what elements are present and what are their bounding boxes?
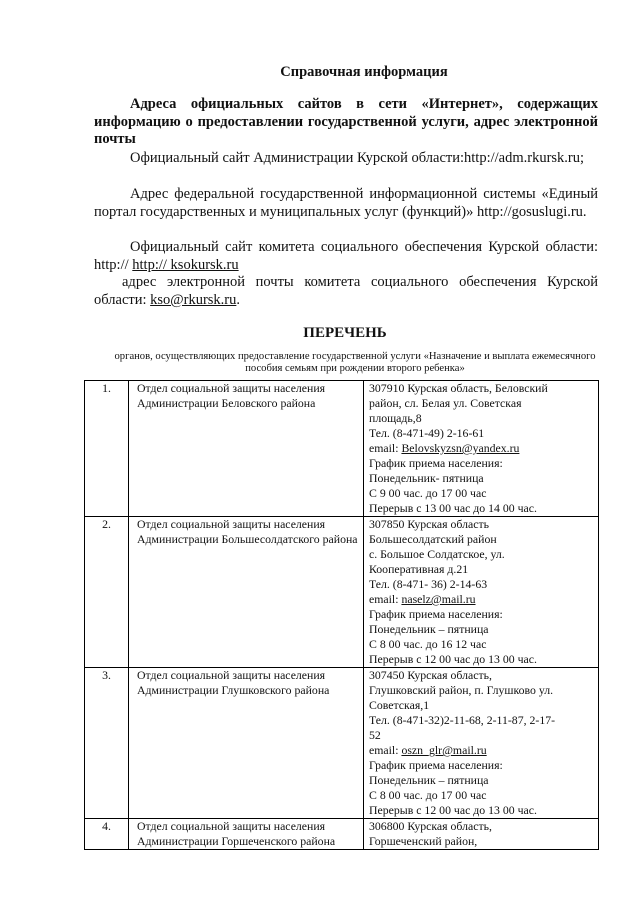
address-line: с. Большое Солдатское, ул. [369,547,505,561]
schedule-line: Перерыв с 12 00 час до 13 00 час. [369,803,537,817]
schedule-line: График приема населения: [369,607,503,621]
row-number: 1. [85,381,129,517]
address-line: Большесолдатский район [369,532,497,546]
email-label: email: [369,743,402,757]
committee-email-text [94,274,598,309]
schedule-line: С 8 00 час. до 17 00 час [369,788,487,802]
schedule-line: Перерыв с 12 00 час до 13 00 час. [369,652,537,666]
schedule-line: Понедельник – пятница [369,773,489,787]
email-line [369,592,595,607]
office-name: Отдел социальной защиты населения Администрации Беловского района [129,381,364,517]
row-number: 3. [85,668,129,819]
federal-system-text: Адрес федеральной государственной информационной системы «Единый портал государственных и муниципальных услуг (функций)» http://gosuslugi.ru. [94,186,598,220]
address-line: 306800 Курская область, [369,819,492,833]
email-label: email: [369,592,402,606]
sites-header: Адреса официальных сайтов в сети «Интернет», содержащих информацию о предоставлении государственной услуги, адрес электронной почты [94,96,598,147]
address-line: район, сл. Белая ул. Советская [369,396,522,410]
address-line: Глушковский район, п. Глушково ул. [369,683,554,697]
schedule-line: Перерыв с 13 00 час до 14 00 час. [369,501,537,515]
schedule-line: Понедельник- пятница [369,471,484,485]
schedule-line: Понедельник – пятница [369,622,489,636]
address-line: 307910 Курская область, Беловский [369,381,548,395]
offices-table [84,380,599,850]
email-link[interactable]: oszn_glr@mail.ru [401,743,487,757]
committee-site-text [94,239,598,274]
table-row [85,668,599,819]
email-line [369,441,595,456]
address-line: площадь,8 [369,411,422,425]
email-line [369,743,595,758]
admin-site-text: Официальный сайт Администрации Курской области:http://adm.rkursk.ru; [130,150,585,166]
row-number: 4. [85,819,129,850]
table-row [85,819,599,850]
list-heading: ПЕРЕЧЕНЬ [303,325,387,341]
office-contacts [364,517,599,668]
committee-email-suffix: . [236,291,240,308]
list-subheading: органов, осуществляющих предоставление государственной услуги «Назначение и выплата ежемесячного пособия семьям при рождении второго ребенка» [114,351,596,374]
committee-site-prefix: Официальный сайт комитета социального обеспечения Курской области: http:// [94,239,598,273]
email-link[interactable]: naselz@mail.ru [401,592,476,606]
committee-site-link[interactable]: http:// ksokursk.ru [132,256,239,273]
office-name: Отдел социальной защиты населения Администрации Глушковского района [129,668,364,819]
schedule-line: График приема населения: [369,758,503,772]
address-line: Тел. (8-471-49) 2-16-61 [369,426,485,440]
schedule-line: С 8 00 час. до 16 12 час [369,637,487,651]
office-contacts [364,819,599,850]
table-row [85,381,599,517]
schedule-line: График приема населения: [369,456,503,470]
committee-email-prefix: адрес электронной почты комитета социального обеспечения Курской области: [94,274,598,308]
email-label: email: [369,441,402,455]
office-contacts [364,668,599,819]
address-line: Горшеченский район, [369,834,478,848]
address-line: 307450 Курская область, [369,668,492,682]
committee-email-link[interactable]: kso@rkursk.ru [150,291,237,308]
address-line: Тел. (8-471-32)2-11-68, 2-11-87, 2-17- [369,713,556,727]
office-name: Отдел социальной защиты населения Администрации Горшеченского района [129,819,364,850]
page-title: Справочная информация [280,64,448,80]
schedule-line: С 9 00 час. до 17 00 час [369,486,487,500]
address-line: Кооперативная д.21 [369,562,469,576]
row-number: 2. [85,517,129,668]
address-line: 52 [369,728,381,742]
address-line: 307850 Курская область [369,517,490,531]
address-line: Советская,1 [369,698,430,712]
table-row [85,517,599,668]
email-link[interactable]: Belovskyzsn@yandex.ru [401,441,520,455]
office-contacts [364,381,599,517]
office-name: Отдел социальной защиты населения Администрации Большесолдатского района [129,517,364,668]
address-line: Тел. (8-471- 36) 2-14-63 [369,577,488,591]
